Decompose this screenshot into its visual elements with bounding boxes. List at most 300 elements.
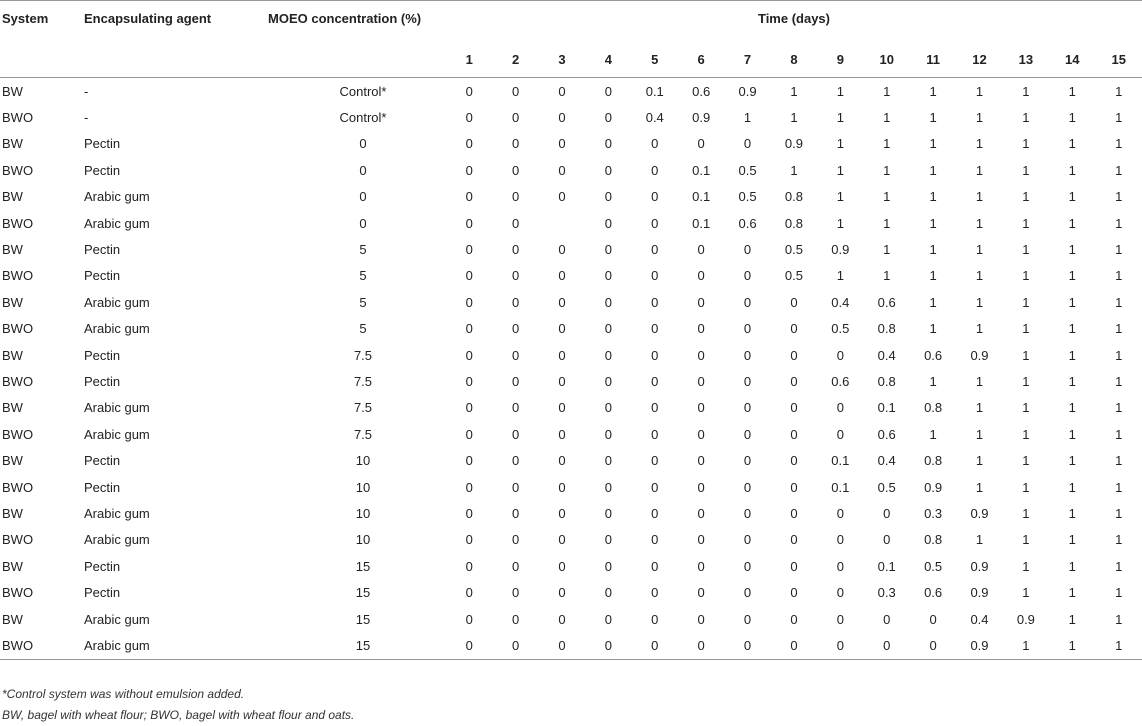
cell-value: 0 <box>465 558 473 574</box>
cell-value: 0.9 <box>738 83 757 99</box>
cell-value: 1 <box>1115 505 1123 521</box>
cell-value: 1 <box>1068 453 1076 469</box>
cell-value: 0 <box>465 110 473 126</box>
table-row <box>0 447 1142 473</box>
cell-value: 0 <box>558 189 566 205</box>
cell-value: 1 <box>975 373 984 389</box>
cell-encapsulating-agent: Pectin <box>84 136 121 152</box>
cell-value: 0 <box>558 426 566 442</box>
footnote-abbreviations: BW, bagel with wheat flour; BWO, bagel with wheat flour and oats. <box>2 708 355 722</box>
cell-value: 0 <box>743 532 752 548</box>
cell-value: 1 <box>1115 400 1123 416</box>
cell-value: 0 <box>790 558 798 574</box>
header-day: 11 <box>926 52 940 67</box>
cell-value: 1 <box>1022 479 1030 495</box>
table-row <box>0 131 1142 157</box>
cell-value: 1 <box>1022 347 1030 363</box>
cell-value: 0 <box>604 558 612 574</box>
header-day: 12 <box>972 52 987 67</box>
cell-value: 0 <box>743 347 752 363</box>
cell-value: 0 <box>743 321 752 337</box>
cell-system: BWO <box>2 162 34 178</box>
cell-value: 0 <box>743 294 752 310</box>
cell-value: 0 <box>511 400 520 416</box>
cell-value: 0 <box>651 611 659 627</box>
header-blank <box>84 39 250 78</box>
cell-value: 1 <box>1115 453 1123 469</box>
cell-moeo-concentration: 0 <box>359 215 367 231</box>
cell-value: 1 <box>1115 242 1123 258</box>
header-day: 7 <box>743 52 752 67</box>
cell-value: 1 <box>1115 189 1123 205</box>
cell-value: 1 <box>975 268 984 284</box>
cell-value: 0 <box>697 505 705 521</box>
cell-value: 0.5 <box>738 189 757 205</box>
cell-system: BWO <box>2 373 34 389</box>
cell-value: 0 <box>446 632 492 659</box>
cell-value: 0 <box>604 585 612 601</box>
cell-value: 0.1 <box>877 400 896 416</box>
cell-value: 1 <box>929 321 937 337</box>
cell-value: 0 <box>558 347 566 363</box>
cell-value: 1 <box>1049 632 1095 659</box>
cell-value: 0 <box>558 268 566 284</box>
cell-value: 1 <box>836 189 844 205</box>
cell-value: 1 <box>929 294 937 310</box>
cell-encapsulating-agent: Pectin <box>84 162 121 178</box>
cell-encapsulating-agent: Arabic gum <box>84 189 150 205</box>
cell-value: 0 <box>651 453 659 469</box>
cell-moeo-concentration: 7.5 <box>353 400 373 416</box>
table-row <box>0 342 1142 368</box>
cell-value: 0 <box>558 558 566 574</box>
cell-value: 0.9 <box>831 242 850 258</box>
cell-value: 1 <box>1068 373 1076 389</box>
cell-value: 0.5 <box>784 242 803 258</box>
cell-value: 1 <box>1115 426 1123 442</box>
cell-moeo-concentration: 0 <box>359 136 367 152</box>
header-day: 9 <box>836 52 844 67</box>
cell-value: 1 <box>929 373 937 389</box>
table-row <box>0 368 1142 394</box>
cell-system: BW <box>2 136 23 152</box>
header-row-1 <box>0 1 1142 40</box>
cell-value: 0 <box>651 347 659 363</box>
cell-value: 0 <box>558 242 566 258</box>
cell-value: 1 <box>1022 453 1030 469</box>
header-days-row <box>0 39 1142 78</box>
cell-value: 1 <box>975 136 984 152</box>
cell-value: 0 <box>836 347 844 363</box>
cell-moeo-concentration: 10 <box>355 479 371 495</box>
table-row <box>0 236 1142 262</box>
cell-value: 1 <box>743 110 752 126</box>
cell-value: 1 <box>1022 400 1030 416</box>
table-body <box>0 78 1142 660</box>
cell-moeo-concentration: 5 <box>359 268 367 284</box>
cell-value: 0 <box>697 453 705 469</box>
cell-value: 0.5 <box>924 558 943 574</box>
cell-value: 0 <box>558 321 566 337</box>
cell-value: 0 <box>558 83 566 99</box>
header-system: System <box>2 11 49 26</box>
cell-value: 0 <box>558 505 566 521</box>
cell-value: 0 <box>697 479 705 495</box>
cell-value: 0 <box>743 400 752 416</box>
table-row <box>0 632 1142 659</box>
cell-value: 0.1 <box>831 453 850 469</box>
cell-value: 1 <box>1068 505 1076 521</box>
header-day: 5 <box>651 52 659 67</box>
cell-value: 0 <box>539 632 585 659</box>
cell-encapsulating-agent: Arabic gum <box>84 532 150 548</box>
cell-value: 0 <box>790 321 798 337</box>
cell-moeo-concentration: 5 <box>359 294 367 310</box>
cell-value: 1 <box>1115 347 1123 363</box>
cell-value: 0.6 <box>924 347 943 363</box>
cell-value: 0.9 <box>970 585 989 601</box>
cell-value: 1 <box>1022 532 1030 548</box>
cell-value: 1 <box>975 242 984 258</box>
cell-value <box>539 210 585 236</box>
cell-system: BW <box>2 242 23 258</box>
cell-value: 0 <box>511 426 520 442</box>
cell-value: 1 <box>1115 321 1123 337</box>
cell-system: BWO <box>2 585 34 601</box>
cell-value: 0 <box>558 611 566 627</box>
cell-value: 1 <box>929 189 937 205</box>
cell-value: 1 <box>883 189 891 205</box>
cell-value: 0 <box>558 373 566 389</box>
cell-value: 0 <box>604 400 612 416</box>
cell-value: 0 <box>511 347 520 363</box>
cell-encapsulating-agent: Pectin <box>84 373 121 389</box>
cell-value: 0 <box>511 215 520 231</box>
cell-value: 0.9 <box>970 505 989 521</box>
cell-value: 0 <box>651 268 659 284</box>
cell-moeo-concentration: 5 <box>359 242 367 258</box>
cell-value: 0.5 <box>831 321 850 337</box>
cell-value: 1 <box>1068 611 1076 627</box>
cell-value: 0 <box>836 400 844 416</box>
cell-value: 0 <box>790 479 798 495</box>
table-row <box>0 157 1142 183</box>
cell-value: 1 <box>1115 479 1123 495</box>
cell-value: 0 <box>724 632 770 659</box>
cell-value: 1 <box>1068 321 1076 337</box>
cell-value: 1 <box>1115 611 1123 627</box>
cell-value: 0 <box>697 558 705 574</box>
cell-value: 0.9 <box>924 479 943 495</box>
cell-value: 1 <box>1115 532 1123 548</box>
cell-value: 0.5 <box>784 268 803 284</box>
cell-system: BW <box>2 83 23 99</box>
cell-value: 0 <box>836 585 844 601</box>
cell-value: 1 <box>836 83 844 99</box>
cell-value: 0 <box>883 611 891 627</box>
cell-value: 0 <box>492 632 538 659</box>
cell-value: 0 <box>817 632 863 659</box>
cell-value: 0 <box>651 532 659 548</box>
cell-value: 0 <box>604 242 612 258</box>
table-row <box>0 474 1142 500</box>
cell-value: 0 <box>771 632 817 659</box>
cell-value: 1 <box>836 268 844 284</box>
cell-value: 0 <box>465 268 473 284</box>
cell-value: 0.9 <box>784 136 803 152</box>
cell-encapsulating-agent: Arabic gum <box>84 505 150 521</box>
cell-value: 1 <box>1068 189 1076 205</box>
cell-value: 0.9 <box>1016 611 1035 627</box>
cell-value: 0 <box>604 321 612 337</box>
cell-value: 1 <box>1022 189 1030 205</box>
cell-value: 0 <box>743 611 752 627</box>
cell-value: 0 <box>511 532 520 548</box>
cell-value: 0.6 <box>877 294 896 310</box>
cell-value: 1 <box>1068 110 1076 126</box>
cell-encapsulating-agent: Pectin <box>84 558 121 574</box>
cell-value: 1 <box>975 83 984 99</box>
cell-value: 1 <box>1022 110 1030 126</box>
cell-value: 1 <box>1022 83 1030 99</box>
cell-value: 1 <box>1022 162 1030 178</box>
cell-value: 1 <box>883 83 891 99</box>
cell-moeo-concentration: 0 <box>359 162 367 178</box>
cell-value: 0 <box>651 426 659 442</box>
cell-value: 0 <box>465 505 473 521</box>
table-row <box>0 606 1142 632</box>
cell-value: 1 <box>836 136 844 152</box>
cell-value: 0 <box>836 611 844 627</box>
cell-value: 0 <box>651 558 659 574</box>
cell-value: 0.8 <box>924 532 943 548</box>
cell-value: 0 <box>697 585 705 601</box>
cell-value: 0 <box>790 347 798 363</box>
cell-encapsulating-agent: Pectin <box>84 585 121 601</box>
cell-value: 0 <box>604 453 612 469</box>
cell-value: 1 <box>1068 294 1076 310</box>
footnote-control: *Control system was without emulsion added. <box>2 687 245 701</box>
cell-value: 0 <box>558 136 566 152</box>
cell-value: 0 <box>836 505 844 521</box>
cell-system: BW <box>2 505 23 521</box>
cell-value: 0.8 <box>784 189 803 205</box>
cell-value: 1 <box>1115 136 1123 152</box>
cell-value: 0 <box>743 242 752 258</box>
cell-value: 0 <box>790 505 798 521</box>
cell-value: 0 <box>604 532 612 548</box>
cell-encapsulating-agent: Pectin <box>84 453 121 469</box>
header-day: 4 <box>604 52 612 67</box>
cell-value: 0.4 <box>831 294 850 310</box>
cell-value: 0.3 <box>877 585 896 601</box>
header-encapsulating-agent: Encapsulating agent <box>84 11 212 26</box>
cell-value: 0 <box>465 136 473 152</box>
cell-value: 0.4 <box>877 453 896 469</box>
cell-value: 0.6 <box>738 215 757 231</box>
cell-value: 0 <box>511 611 520 627</box>
cell-value: 0 <box>604 162 612 178</box>
cell-value: 1 <box>929 215 937 231</box>
cell-value: 0 <box>790 453 798 469</box>
cell-value: 0 <box>558 585 566 601</box>
table-row <box>0 184 1142 210</box>
cell-value: 0.3 <box>924 505 943 521</box>
cell-moeo-concentration: 15 <box>355 611 371 627</box>
header-day: 3 <box>558 52 566 67</box>
header-day: 13 <box>1018 52 1034 67</box>
cell-value: 0.9 <box>970 347 989 363</box>
cell-value: 0 <box>632 632 678 659</box>
cell-value: 0 <box>651 373 659 389</box>
cell-moeo-concentration: 15 <box>355 558 371 574</box>
cell-value: 1 <box>975 321 984 337</box>
cell-value: 1 <box>1068 83 1076 99</box>
cell-value: 0 <box>604 611 612 627</box>
table-row <box>0 421 1142 447</box>
header-blank <box>0 39 84 78</box>
cell-value: 1 <box>1115 162 1123 178</box>
cell-value: 1 <box>1022 585 1030 601</box>
cell-value: 0.9 <box>692 110 711 126</box>
cell-value: 0 <box>836 532 844 548</box>
cell-value: 1 <box>929 426 937 442</box>
cell-value: 0 <box>604 83 612 99</box>
cell-value: 0.6 <box>831 373 850 389</box>
cell-value: 0 <box>604 479 612 495</box>
cell-system: BW <box>2 611 23 627</box>
cell-value: 0 <box>465 83 473 99</box>
table-header <box>0 1 1142 78</box>
cell-system: BWO <box>2 479 34 495</box>
cell-value: 0 <box>511 110 520 126</box>
cell-value: 0 <box>511 136 520 152</box>
cell-value: 1 <box>1068 585 1076 601</box>
cell-moeo-concentration: 15 <box>250 632 446 659</box>
cell-value: 0 <box>604 294 612 310</box>
cell-value: 0 <box>697 242 705 258</box>
table-row <box>0 104 1142 130</box>
cell-value: 0 <box>651 162 659 178</box>
cell-value: 0 <box>511 479 520 495</box>
cell-system: BW <box>2 347 23 363</box>
cell-value: 0 <box>836 426 844 442</box>
cell-encapsulating-agent: Pectin <box>84 268 121 284</box>
cell-value: 1 <box>1068 426 1076 442</box>
cell-value: 1 <box>1022 505 1030 521</box>
cell-value: 0 <box>511 321 520 337</box>
cell-value: 0.1 <box>692 189 711 205</box>
cell-value: 0 <box>651 505 659 521</box>
cell-system: BW <box>2 558 23 574</box>
cell-value: 1 <box>1068 347 1076 363</box>
cell-system: BW <box>2 294 23 310</box>
cell-value: 1 <box>1022 373 1030 389</box>
cell-value: 1 <box>1115 294 1123 310</box>
cell-value: 0.6 <box>692 83 711 99</box>
cell-value: 0.5 <box>738 162 757 178</box>
cell-value: 1 <box>975 294 984 310</box>
cell-value: 0 <box>697 532 705 548</box>
cell-value: 1 <box>1115 373 1123 389</box>
cell-value: 0 <box>651 585 659 601</box>
header-day: 8 <box>790 52 798 67</box>
cell-value: 0.5 <box>877 479 896 495</box>
cell-value: 1 <box>1068 242 1076 258</box>
cell-value: 1 <box>975 426 984 442</box>
cell-value: 0.6 <box>877 426 896 442</box>
cell-value: 0 <box>511 453 520 469</box>
cell-encapsulating-agent: Arabic gum <box>84 632 250 659</box>
cell-value: 1 <box>929 136 937 152</box>
cell-value: 0 <box>511 242 520 258</box>
cell-value: 0 <box>604 189 612 205</box>
cell-value: 0 <box>558 162 566 178</box>
cell-value: 1 <box>883 242 891 258</box>
cell-value: 1 <box>836 162 844 178</box>
cell-system: BWO <box>2 321 34 337</box>
cell-moeo-concentration: Control* <box>339 110 387 126</box>
cell-value: 0.8 <box>784 215 803 231</box>
cell-value: 0 <box>864 632 910 659</box>
cell-value: 0 <box>790 400 798 416</box>
cell-moeo-concentration: Control* <box>339 83 387 99</box>
cell-value: 0 <box>465 347 473 363</box>
cell-value: 0 <box>651 242 659 258</box>
cell-value: 0.1 <box>692 162 711 178</box>
cell-value: 1 <box>1022 321 1030 337</box>
cell-value: 1 <box>929 162 937 178</box>
cell-moeo-concentration: 10 <box>355 505 371 521</box>
cell-value: 1 <box>975 479 984 495</box>
cell-moeo-concentration: 7.5 <box>353 373 373 389</box>
cell-system: BWO <box>2 426 34 442</box>
cell-value: 0 <box>465 585 473 601</box>
cell-value: 0 <box>511 373 520 389</box>
cell-value: 0 <box>465 479 473 495</box>
cell-value: 0 <box>790 611 798 627</box>
cell-value: 1 <box>975 189 984 205</box>
cell-moeo-concentration: 5 <box>359 321 367 337</box>
cell-encapsulating-agent: - <box>84 110 89 126</box>
header-day: 2 <box>511 52 520 67</box>
cell-value: 1 <box>836 110 844 126</box>
cell-value: 1 <box>929 110 937 126</box>
cell-value: 0 <box>883 532 891 548</box>
table-row <box>0 210 1142 236</box>
cell-encapsulating-agent: Arabic gum <box>84 321 150 337</box>
cell-moeo-concentration: 0 <box>359 189 367 205</box>
table-row <box>0 553 1142 579</box>
cell-value: 1 <box>929 83 937 99</box>
cell-value: 1 <box>1068 558 1076 574</box>
cell-value: 0 <box>511 505 520 521</box>
cell-value: 1 <box>1022 215 1030 231</box>
cell-value: 0.1 <box>877 558 896 574</box>
cell-value: 1 <box>1095 632 1142 659</box>
cell-value: 0 <box>511 162 520 178</box>
header-moeo-concentration: MOEO concentration (%) <box>268 11 422 26</box>
cell-value: 0.8 <box>924 453 943 469</box>
cell-value: 1 <box>1068 532 1076 548</box>
cell-value: 1 <box>1003 632 1049 659</box>
cell-moeo-concentration: 10 <box>355 453 371 469</box>
cell-value: 1 <box>1068 268 1076 284</box>
cell-encapsulating-agent: - <box>84 83 89 99</box>
cell-value: 1 <box>975 162 984 178</box>
cell-value: 1 <box>1022 426 1030 442</box>
cell-value: 0 <box>511 585 520 601</box>
